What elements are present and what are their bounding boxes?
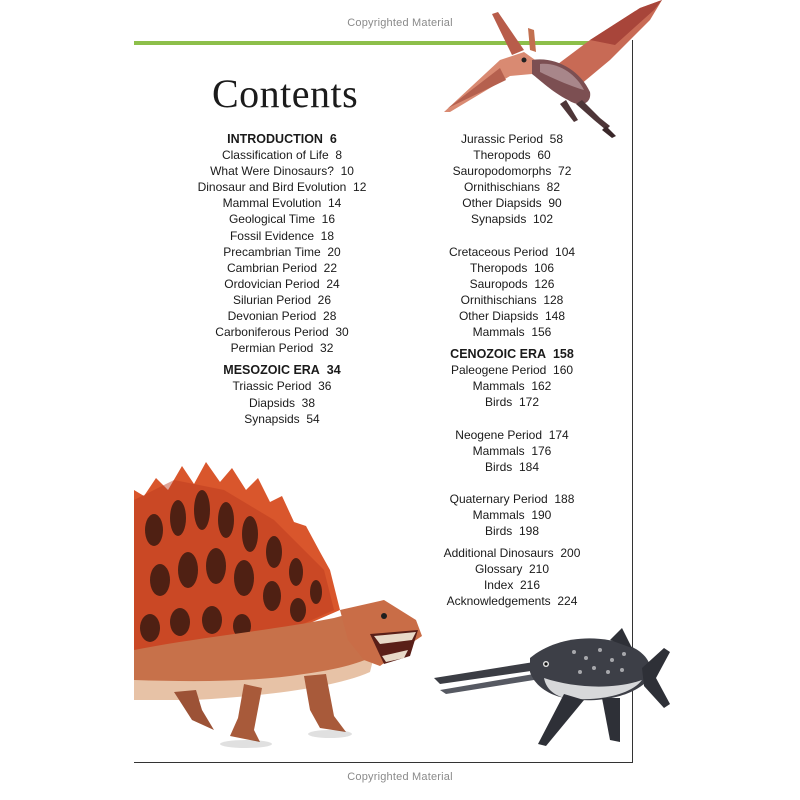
toc-entry-page: 190: [531, 507, 552, 522]
toc-entry-label: Jurassic Period: [460, 132, 543, 146]
toc-entry-label: MESOZOIC ERA: [223, 363, 320, 378]
toc-entry-page: 16: [321, 212, 336, 227]
toc-entry-page: 58: [549, 132, 564, 146]
toc-entry-label: Quaternary Period: [449, 491, 548, 506]
toc-entry-page: 82: [546, 180, 561, 195]
toc-entry-page: 102: [533, 212, 554, 227]
toc-entry: [402, 179, 622, 195]
toc-entry-label: Silurian Period: [232, 292, 311, 307]
toc-entry: [402, 427, 622, 443]
toc-entry-label: INTRODUCTION: [227, 132, 323, 146]
toc-entry-page: 104: [555, 244, 576, 259]
toc-entry-label: Fossil Evidence: [229, 228, 314, 243]
toc-entry: [402, 324, 622, 340]
toc-entry-page: 22: [323, 260, 338, 275]
toc-entry: [172, 276, 392, 292]
toc-entry-label: Birds: [484, 395, 513, 410]
toc-entry-page: 184: [518, 459, 540, 474]
toc-entry-label: Cambrian Period: [226, 260, 317, 275]
toc-entry: [402, 276, 622, 292]
toc-entry-label: Sauropods: [469, 276, 528, 291]
toc-entry-page: 128: [543, 292, 564, 307]
toc-entry-page: 160: [553, 363, 574, 378]
toc-entry-label: Mammals: [472, 443, 525, 458]
toc-entry-label: Ornithischians: [460, 292, 537, 307]
toc-entry: [172, 260, 392, 276]
toc-entry-page: 38: [301, 395, 316, 410]
toc-entry: [402, 545, 622, 561]
toc-entry-page: 216: [520, 578, 541, 593]
toc-entry-page: 126: [534, 276, 555, 291]
pteranodon-illustration: [440, 0, 670, 140]
toc-entry-page: 210: [528, 562, 550, 577]
toc-entry-label: Additional Dinosaurs: [443, 546, 554, 561]
toc-entry-page: 174: [548, 427, 569, 442]
toc-entry-label: Classification of Life: [221, 148, 329, 163]
toc-entry: [402, 308, 622, 324]
toc-entry-label: Index: [483, 578, 514, 593]
toc-entry-label: Geological Time: [228, 212, 315, 227]
toc-entry-label: What Were Dinosaurs?: [210, 164, 334, 179]
toc-entry-page: 20: [327, 244, 341, 259]
toc-entry: [172, 308, 392, 324]
toc-entry-label: Permian Period: [230, 341, 314, 356]
toc-entry: [402, 459, 622, 475]
toc-entry-page: 34: [326, 363, 341, 378]
toc-entry-page: 200: [560, 546, 581, 561]
toc-entry: [172, 195, 392, 211]
toc-entry: [402, 523, 622, 539]
toc-entry: [172, 362, 392, 378]
toc-entry: [172, 292, 392, 308]
toc-entry: [402, 244, 622, 260]
toc-entry: [172, 411, 392, 427]
toc-entry-page: 198: [518, 523, 540, 538]
toc-entry-page: 12: [353, 180, 367, 195]
toc-entry-label: Birds: [484, 459, 513, 474]
toc-entry-label: Devonian Period: [227, 309, 317, 324]
toc-entry: [402, 561, 622, 577]
toc-entry: [172, 244, 392, 260]
toc-entry: [402, 593, 622, 609]
toc-entry-label: Birds: [484, 523, 513, 538]
toc-entry-label: Mammals: [472, 325, 525, 340]
toc-entry-page: 224: [557, 594, 578, 609]
toc-entry-page: 176: [531, 443, 552, 458]
toc-entry-page: 14: [328, 196, 342, 211]
watermark-bottom: Copyrighted Material: [347, 771, 453, 783]
toc-entry: [172, 228, 392, 244]
toc-entry-page: 54: [306, 411, 320, 426]
toc-entry-label: Sauropodomorphs: [452, 164, 552, 179]
toc-entry-page: 32: [320, 341, 334, 356]
toc-entry: [402, 163, 622, 179]
toc-entry-label: Neogene Period: [455, 427, 543, 442]
toc-entry: [402, 292, 622, 308]
toc-entry-page: 90: [548, 196, 562, 211]
toc-entry-page: 60: [537, 148, 551, 163]
toc-entry-page: 6: [329, 132, 337, 146]
toc-entry-page: 106: [534, 260, 555, 275]
toc-entry-label: Cretaceous Period: [448, 244, 549, 259]
toc-entry: [402, 378, 622, 394]
toc-entry: [402, 346, 622, 362]
toc-entry: [172, 211, 392, 227]
toc-entry-page: 26: [317, 292, 332, 307]
toc-entry: [402, 260, 622, 276]
toc-entry-page: 30: [335, 325, 349, 340]
toc-entry: [172, 147, 392, 163]
toc-entry: [402, 577, 622, 593]
watermark-top: Copyrighted Material: [347, 17, 453, 29]
toc-entry-label: Theropods: [469, 260, 528, 275]
toc-entry-page: 36: [318, 379, 332, 394]
toc-entry: [172, 324, 392, 340]
toc-entry-label: Mammals: [472, 379, 525, 394]
dimetrodon-illustration: [134, 460, 426, 752]
toc-entry: [402, 195, 622, 211]
toc-entry-page: 158: [552, 347, 574, 362]
page-title: Contents: [212, 71, 359, 116]
toc-entry: [402, 362, 622, 378]
toc-entry-page: 8: [335, 148, 343, 163]
toc-entry-label: Ornithischians: [463, 180, 540, 195]
toc-entry-label: Synapsids: [470, 212, 527, 227]
toc-entry-label: Mammal Evolution: [222, 196, 322, 211]
toc-entry-page: 10: [340, 164, 354, 179]
toc-entry: [402, 491, 622, 507]
ichthyosaur-illustration: [434, 628, 670, 754]
toc-entry-label: Ordovician Period: [224, 276, 320, 291]
toc-entry-label: Triassic Period: [232, 379, 312, 394]
toc-entry-page: 188: [554, 491, 575, 506]
toc-entry: [172, 179, 392, 195]
toc-entry: [402, 443, 622, 459]
toc-entry-label: Dinosaur and Bird Evolution: [197, 180, 347, 195]
toc-entry: [402, 507, 622, 523]
toc-entry-page: 148: [545, 308, 566, 323]
toc-column-left: [172, 131, 392, 427]
toc-entry: [402, 394, 622, 410]
toc-entry: [172, 378, 392, 394]
toc-entry-page: 18: [320, 228, 335, 243]
toc-entry-label: Other Diapsids: [462, 196, 542, 211]
toc-entry: [172, 163, 392, 179]
toc-entry-label: Carboniferous Period: [215, 325, 329, 340]
toc-entry-label: Acknowledgements: [446, 594, 551, 609]
toc-entry-page: 72: [558, 164, 572, 179]
toc-entry-label: Theropods: [473, 148, 531, 163]
toc-entry: [402, 147, 622, 163]
toc-entry-label: Paleogene Period: [450, 363, 547, 378]
toc-entry-page: 172: [518, 395, 540, 410]
toc-entry: [402, 211, 622, 227]
toc-entry: [172, 340, 392, 356]
toc-entry-label: Other Diapsids: [458, 308, 539, 323]
toc-entry: [172, 131, 392, 147]
toc-entry: [172, 395, 392, 411]
toc-entry-label: Glossary: [474, 562, 523, 577]
toc-entry-label: CENOZOIC ERA: [450, 347, 547, 362]
toc-entry-page: 28: [323, 309, 337, 324]
toc-column-right: [402, 131, 622, 609]
toc-entry-page: 162: [531, 379, 552, 394]
toc-entry-page: 24: [326, 276, 340, 291]
toc-entry-page: 156: [531, 325, 552, 340]
toc-entry-label: Diapsids: [248, 395, 295, 410]
toc-entry-label: Precambrian Time: [223, 244, 321, 259]
toc-entry-label: Synapsids: [244, 411, 300, 426]
toc-entry-label: Mammals: [472, 507, 525, 522]
